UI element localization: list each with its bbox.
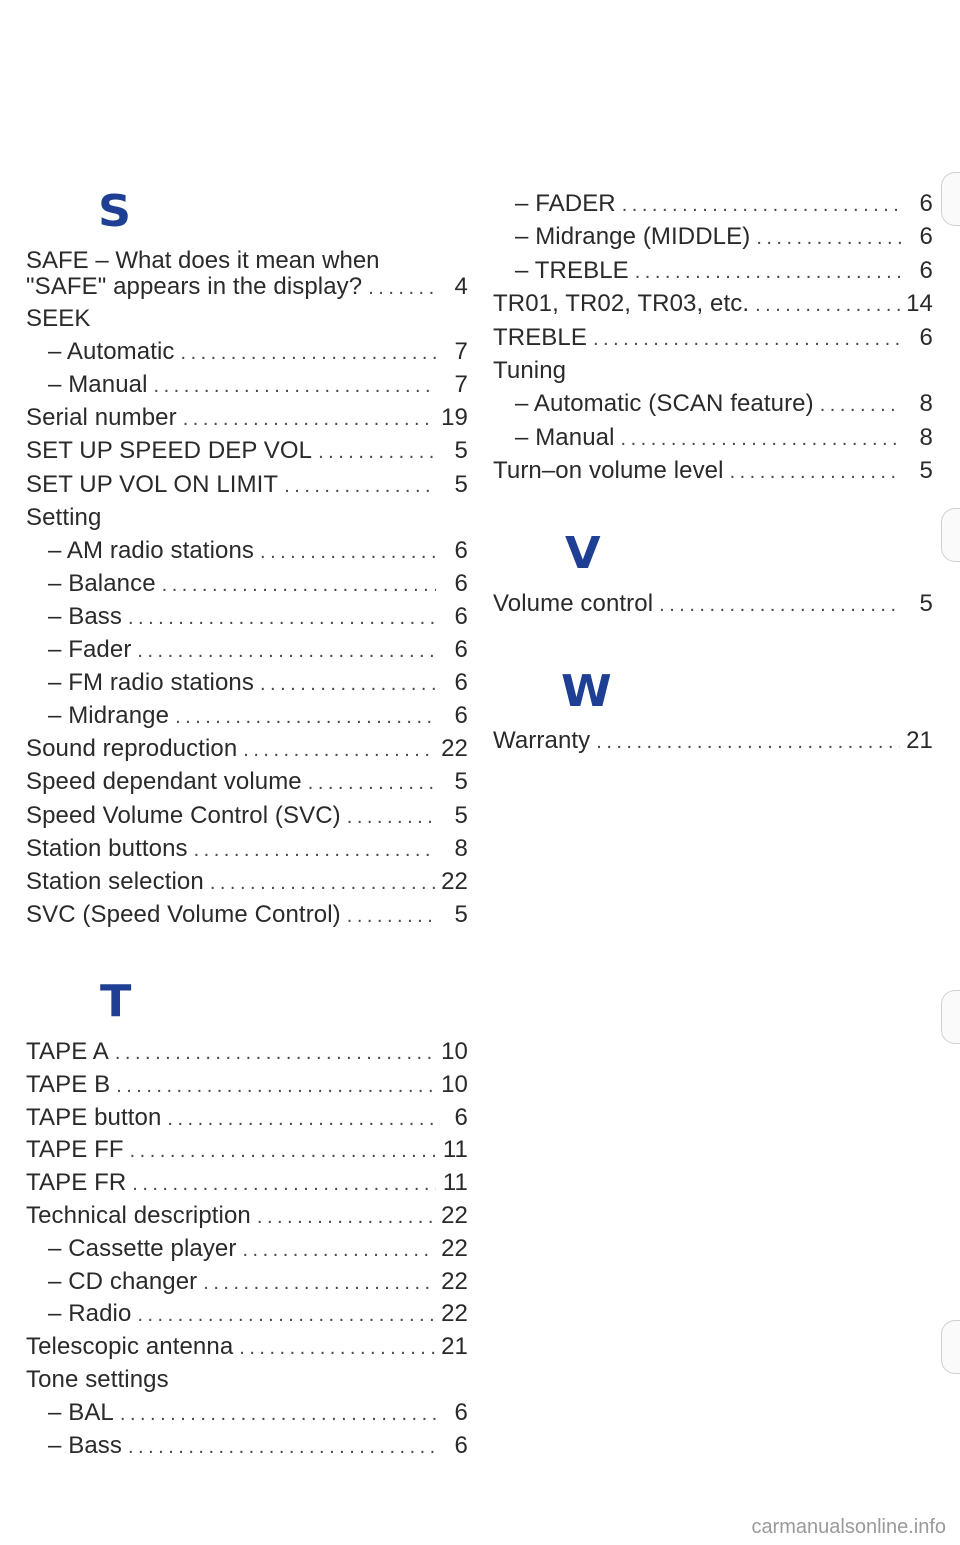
leader-dots	[210, 867, 435, 900]
index-entry	[48, 633, 468, 666]
entry-label: – Bass	[48, 602, 122, 630]
section-letter-t: T	[100, 975, 132, 1027]
leader-dots	[115, 1037, 435, 1070]
entry-label: Speed dependant volume	[26, 768, 302, 796]
leader-dots	[132, 1168, 436, 1201]
entry-page: 7	[454, 371, 468, 399]
index-entry	[26, 832, 468, 865]
entry-page: 6	[454, 1103, 468, 1131]
index-entry	[48, 699, 468, 732]
entry-page: 6	[919, 190, 933, 217]
section-letter-s: S	[98, 185, 132, 237]
entry-label: – FADER	[515, 190, 616, 217]
leader-dots	[621, 423, 901, 456]
leader-dots	[260, 536, 436, 569]
index-entry	[48, 1265, 468, 1298]
entry-label: "SAFE" appears in the display?	[26, 273, 363, 300]
entry-label: Telescopic antenna	[26, 1333, 234, 1361]
index-entry	[48, 1429, 468, 1462]
entry-label: – Radio	[48, 1300, 132, 1328]
entry-page: 7	[454, 338, 468, 366]
leader-dots	[820, 389, 901, 422]
entry-page: 6	[454, 669, 468, 697]
index-entry	[48, 666, 468, 699]
entry-label: – TREBLE	[515, 256, 629, 284]
leader-dots	[203, 1267, 435, 1300]
index-entry	[26, 1101, 468, 1134]
entry-label: SET UP SPEED DEP VOL	[26, 437, 313, 465]
index-entry	[26, 501, 468, 534]
edge-tab	[941, 990, 960, 1044]
entry-label: TAPE B	[26, 1070, 111, 1098]
entry-page: 6	[454, 602, 468, 630]
entry-page: 22	[441, 1267, 468, 1295]
section-letter-w: W	[561, 665, 612, 717]
leader-dots	[175, 701, 436, 734]
leader-dots	[128, 1431, 436, 1464]
entry-label: – Midrange	[48, 702, 170, 730]
entry-page: 11	[442, 1169, 468, 1197]
index-entry	[26, 401, 468, 434]
index-entry	[26, 1330, 468, 1363]
leader-dots	[318, 436, 436, 469]
entry-label: Tuning	[493, 357, 567, 384]
entry-label: Serial number	[26, 404, 177, 432]
entry-label: – Fader	[48, 636, 132, 663]
leader-dots	[730, 456, 901, 489]
entry-label: SVC (Speed Volume Control)	[26, 900, 341, 928]
index-entry	[26, 1068, 468, 1101]
leader-dots	[260, 668, 436, 701]
entry-label: TAPE FF	[26, 1136, 124, 1164]
leader-dots	[347, 900, 436, 933]
leader-dots	[128, 602, 436, 635]
index-entry	[48, 600, 468, 633]
index-entry	[26, 302, 468, 335]
entry-label: Tone settings	[26, 1366, 169, 1393]
index-entry	[493, 724, 933, 757]
entry-page: 6	[454, 1431, 468, 1459]
leader-dots	[183, 403, 435, 436]
entry-page: 22	[441, 1234, 468, 1262]
leader-dots	[137, 635, 436, 668]
index-entry	[26, 1363, 468, 1396]
entry-page: 19	[441, 404, 468, 432]
entry-label: TREBLE	[493, 323, 587, 351]
leader-dots	[257, 1201, 435, 1234]
leader-dots	[130, 1135, 436, 1168]
entry-label: Sound reproduction	[26, 735, 238, 763]
entry-page: 5	[454, 437, 468, 465]
entry-page: 5	[454, 801, 468, 829]
leader-dots	[755, 289, 900, 322]
entry-label: – BAL	[48, 1398, 114, 1426]
entry-page: 6	[919, 256, 933, 284]
entry-page: 6	[454, 1398, 468, 1426]
leader-dots	[635, 256, 901, 289]
entry-page: 4	[454, 273, 468, 300]
entry-page: 14	[906, 290, 933, 318]
entry-page: 10	[441, 1038, 468, 1065]
entry-label: Speed Volume Control (SVC)	[26, 801, 341, 829]
leader-dots	[120, 1398, 436, 1431]
entry-page: 21	[441, 1333, 468, 1361]
entry-label: – FM radio stations	[48, 669, 254, 697]
entry-label: TR01, TR02, TR03, etc.	[493, 290, 750, 318]
index-entry	[493, 454, 933, 487]
entry-label: SET UP VOL ON LIMIT	[26, 470, 279, 498]
leader-dots	[181, 337, 436, 370]
leader-dots	[756, 222, 901, 255]
leader-dots	[242, 1234, 435, 1267]
entry-label: – AM radio stations	[48, 536, 255, 564]
section-letter-v: V	[565, 527, 601, 579]
entry-label: Warranty	[493, 727, 591, 754]
edge-tab	[941, 508, 960, 562]
entry-label: – Balance	[48, 569, 156, 597]
entry-label: Technical description	[26, 1202, 251, 1229]
leader-dots	[368, 272, 436, 305]
index-entry	[515, 187, 933, 220]
entry-label: – CD changer	[48, 1267, 198, 1295]
entry-label: Station buttons	[26, 834, 188, 862]
entry-page: 11	[442, 1136, 468, 1164]
entry-page: 6	[919, 323, 933, 351]
index-entry	[26, 1133, 468, 1166]
index-entry	[48, 1396, 468, 1429]
safe-entry-line1: SAFE – What does it mean when	[26, 247, 380, 274]
index-entry	[493, 587, 933, 620]
index-entry	[493, 321, 933, 354]
index-entry	[493, 287, 933, 320]
index-entry	[48, 567, 468, 600]
index-entry	[48, 335, 468, 368]
entry-page: 22	[441, 1202, 468, 1229]
leader-dots	[116, 1070, 435, 1103]
index-entry	[26, 1199, 468, 1232]
leader-dots	[596, 726, 900, 759]
leader-dots	[167, 1103, 436, 1136]
entry-page: 6	[454, 702, 468, 730]
index-entry	[26, 865, 468, 898]
entry-label: Setting	[26, 503, 102, 531]
entry-page: 5	[454, 470, 468, 498]
index-entry	[48, 1232, 468, 1265]
leader-dots	[239, 1332, 435, 1365]
entry-label: – Bass	[48, 1431, 122, 1459]
entry-page: 8	[919, 423, 933, 451]
leader-dots	[593, 323, 901, 356]
entry-page: 8	[454, 834, 468, 862]
footer-watermark: carmanualsonline.info	[751, 1516, 946, 1538]
leader-dots	[154, 370, 436, 403]
index-entry	[26, 898, 468, 931]
leader-dots	[659, 589, 901, 622]
entry-label: – Automatic (SCAN feature)	[515, 390, 814, 418]
entry-label: TAPE FR	[26, 1169, 127, 1197]
index-entry	[515, 421, 933, 454]
edge-tab	[941, 1320, 960, 1374]
entry-page: 6	[454, 636, 468, 663]
entry-label: SEEK	[26, 305, 91, 332]
entry-label: – Cassette player	[48, 1234, 237, 1262]
entry-page: 22	[441, 735, 468, 763]
index-entry	[515, 220, 933, 253]
entry-page: 5	[919, 457, 933, 485]
index-entry	[26, 765, 468, 798]
entry-page: 5	[919, 590, 933, 617]
entry-label: TAPE button	[26, 1103, 162, 1131]
index-entry	[26, 799, 468, 832]
index-entry	[48, 368, 468, 401]
index-entry	[26, 434, 468, 467]
index-entry	[26, 1166, 468, 1199]
entry-label: Station selection	[26, 867, 204, 895]
entry-page: 10	[441, 1070, 468, 1098]
leader-dots	[243, 734, 435, 767]
entry-label: Turn–on volume level	[493, 457, 724, 485]
entry-page: 6	[454, 569, 468, 597]
leader-dots	[162, 569, 436, 602]
entry-page: 6	[454, 536, 468, 564]
entry-page: 8	[919, 390, 933, 418]
index-entry	[515, 254, 933, 287]
entry-page: 6	[919, 223, 933, 251]
entry-page: 22	[441, 867, 468, 895]
entry-label: – Manual	[48, 371, 148, 399]
leader-dots	[622, 189, 901, 222]
index-entry	[515, 387, 933, 420]
leader-dots	[308, 767, 436, 800]
entry-label: – Manual	[515, 423, 615, 451]
leader-dots	[284, 470, 436, 503]
index-entry	[48, 534, 468, 567]
entry-label: TAPE A	[26, 1038, 109, 1065]
index-entry	[26, 732, 468, 765]
safe-entry-line2	[26, 270, 468, 303]
index-entry	[48, 1297, 468, 1330]
index-entry	[26, 468, 468, 501]
index-entry	[493, 354, 933, 387]
entry-page: 22	[441, 1300, 468, 1328]
leader-dots	[137, 1299, 435, 1332]
edge-tab	[941, 172, 960, 226]
entry-label: Volume control	[493, 590, 654, 617]
leader-dots	[194, 834, 436, 867]
leader-dots	[347, 801, 436, 834]
entry-page: 21	[906, 727, 933, 754]
entry-page: 5	[454, 900, 468, 928]
entry-label: – Automatic	[48, 338, 175, 366]
entry-page: 5	[454, 768, 468, 796]
entry-label: – Midrange (MIDDLE)	[515, 223, 751, 251]
index-entry	[26, 1035, 468, 1068]
